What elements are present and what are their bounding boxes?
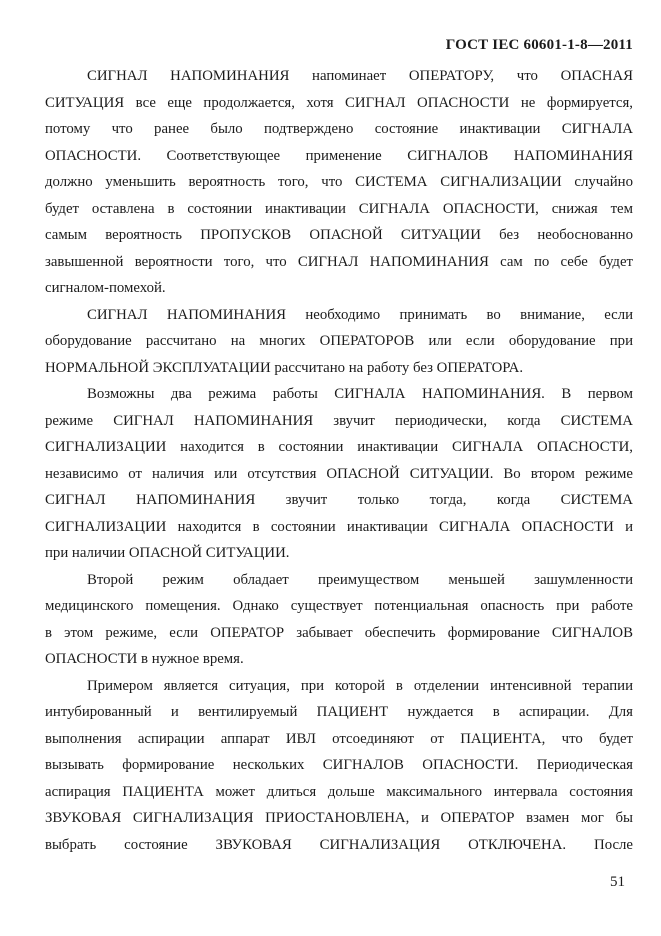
paragraph bbox=[45, 381, 633, 567]
text-line: будет оставлена в состоянии инактивации СИГНАЛА ОПАСНОСТИ, снижая тем bbox=[45, 200, 633, 217]
text-line: Возможны два режима работы СИГНАЛА НАПОМИНАНИЯ. В первом bbox=[87, 386, 633, 402]
text-line: СИТУАЦИЯ все еще продолжается, хотя СИГНАЛ ОПАСНОСТИ не формируется, bbox=[45, 94, 633, 111]
text-line: выбрать состояние ЗВУКОВАЯ СИГНАЛИЗАЦИЯ ОТКЛЮЧЕНА. После bbox=[45, 836, 633, 853]
text-line: вызывать формирование нескольких СИГНАЛОВ ОПАСНОСТИ. Периодическая bbox=[45, 757, 633, 773]
text-line: Примером является ситуация, при которой в отделении интенсивной терапии bbox=[87, 677, 633, 694]
text-line: режиме СИГНАЛ НАПОМИНАНИЯ звучит периодически, когда СИСТЕМА bbox=[45, 412, 633, 429]
text-line: должно уменьшить вероятность того, что СИСТЕМА СИГНАЛИЗАЦИИ случайно bbox=[45, 174, 633, 190]
text-line: завышенной вероятности того, что СИГНАЛ НАПОМИНАНИЯ сам по себе будет bbox=[45, 253, 633, 270]
text-line: потому что ранее было подтверждено состояние инактивации СИГНАЛА bbox=[45, 121, 633, 137]
text-line: выполнения аспирации аппарат ИВЛ отсоединяют от ПАЦИЕНТА, что будет bbox=[45, 730, 633, 747]
text-line: аспирация ПАЦИЕНТА может длиться дольше максимального интервала состояния bbox=[45, 783, 633, 800]
text-line: оборудование рассчитано на многих ОПЕРАТОРОВ или если оборудование при bbox=[45, 333, 633, 349]
standard-reference: ГОСТ IEC 60601-1-8—2011 bbox=[445, 37, 633, 53]
text-line: сигналом-помехой. bbox=[45, 280, 166, 296]
text-line: СИГНАЛ НАПОМИНАНИЯ необходимо принимать во внимание, если bbox=[87, 306, 633, 323]
text-line: СИГНАЛ НАПОМИНАНИЯ звучит только тогда, когда СИСТЕМА bbox=[45, 492, 633, 508]
text-line: медицинского помещения. Однако существует потенциальная опасность при работе bbox=[45, 598, 633, 614]
paragraph bbox=[45, 673, 633, 859]
paragraph bbox=[45, 567, 633, 673]
text-line: СИГНАЛИЗАЦИИ находится в состоянии инактивации СИГНАЛА ОПАСНОСТИ и bbox=[45, 518, 633, 535]
text-line: Второй режим обладает преимуществом меньшей зашумленности bbox=[87, 571, 633, 588]
text-line: интубированный и вентилируемый ПАЦИЕНТ нуждается в аспирации. Для bbox=[45, 704, 633, 720]
text-line: ОПАСНОСТИ в нужное время. bbox=[45, 651, 244, 667]
text-line: независимо от наличия или отсутствия ОПАСНОЙ СИТУАЦИИ. Во втором режиме bbox=[45, 465, 633, 482]
paragraph bbox=[45, 302, 633, 382]
document-body bbox=[45, 63, 633, 858]
text-line: СИГНАЛИЗАЦИИ находится в состоянии инактивации СИГНАЛА ОПАСНОСТИ, bbox=[45, 439, 633, 455]
page-content bbox=[45, 36, 633, 858]
text-line: в этом режиме, если ОПЕРАТОР забывает обеспечить формирование СИГНАЛОВ bbox=[45, 624, 633, 641]
text-line: ОПАСНОСТИ. Соответствующее применение СИГНАЛОВ НАПОМИНАНИЯ bbox=[45, 147, 633, 164]
text-line: при наличии ОПАСНОЙ СИТУАЦИИ. bbox=[45, 545, 290, 561]
text-line: СИГНАЛ НАПОМИНАНИЯ напоминает ОПЕРАТОРУ, что ОПАСНАЯ bbox=[87, 68, 633, 84]
text-line: НОРМАЛЬНОЙ ЭКСПЛУАТАЦИИ рассчитано на работу без ОПЕРАТОРА. bbox=[45, 359, 524, 376]
page-number: 51 bbox=[610, 874, 625, 890]
text-line: самым вероятность ПРОПУСКОВ ОПАСНОЙ СИТУАЦИИ без необоснованно bbox=[45, 227, 633, 243]
text-line: ЗВУКОВАЯ СИГНАЛИЗАЦИЯ ПРИОСТАНОВЛЕНА, и ОПЕРАТОР взамен мог бы bbox=[45, 810, 633, 826]
paragraph bbox=[45, 63, 633, 302]
